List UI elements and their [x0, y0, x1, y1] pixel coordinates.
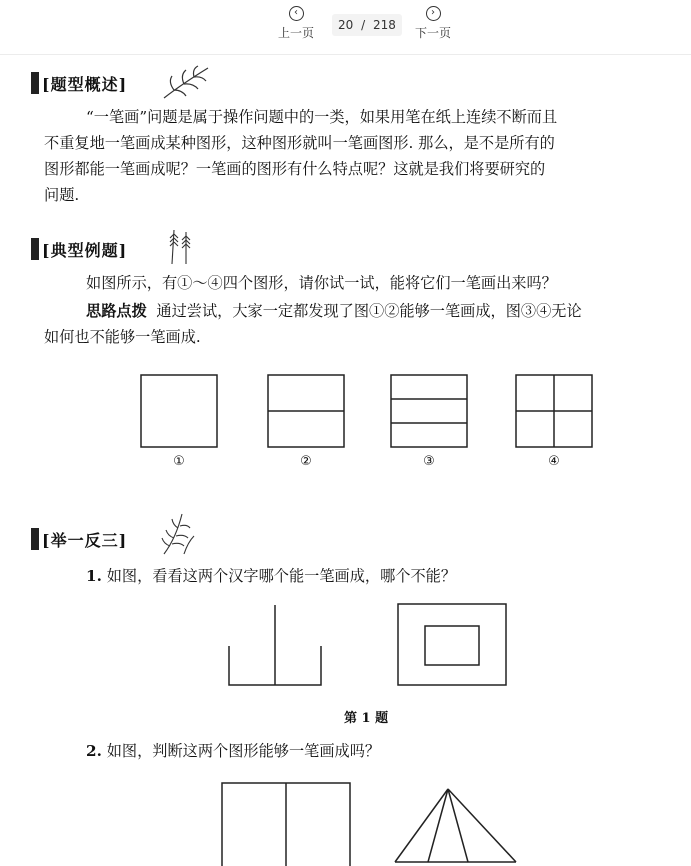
page-indicator[interactable]	[332, 14, 402, 36]
overview-line-3: 图形都能一笔画成呢？一笔画的图形有什么特点呢？这就是我们将要研究的	[44, 160, 546, 178]
q1-number: 1.	[86, 567, 102, 585]
hanzi-hui-outer	[398, 604, 506, 685]
example-figures	[0, 370, 691, 452]
figure-3-square	[391, 375, 467, 447]
q2-text: 如图，判断这两个图形能够一笔画成吗？	[106, 742, 381, 760]
q2-number: 2.	[86, 742, 102, 760]
practice-title: [举一反三]	[42, 531, 128, 550]
prev-page-label: 上一页	[277, 26, 314, 40]
page-separator: /	[361, 18, 366, 32]
plant-decoration-icon	[158, 510, 198, 556]
leaf-decoration-icon	[160, 62, 212, 104]
example-hint-line-2: 如何也不能够一笔画成.	[44, 328, 201, 346]
figure-label-2: ②	[300, 454, 312, 469]
hint-text: 通过尝试，大家一定都发现了图①②能够一笔画成，图③④无论	[156, 302, 582, 320]
q2-figures	[0, 780, 691, 866]
overview-line-4: 问题.	[44, 186, 80, 204]
figure-1-square	[141, 375, 217, 447]
section-marker	[31, 238, 39, 260]
chevron-left-icon: ‹	[289, 6, 304, 21]
example-question: 如图所示，有①～④四个图形，请你试一试，能将它们一笔画出来吗？	[86, 274, 557, 292]
chevron-right-icon: ›	[426, 6, 441, 21]
overview-line-2: 不重复地一笔画成某种图形，这种图形就叫一笔画图形. 那么，是不是所有的	[44, 134, 555, 152]
q1-caption: 第 1 题	[344, 711, 389, 726]
q1-figures	[0, 598, 691, 694]
q1-text: 如图，看看这两个汉字哪个能一笔画成，哪个不能？	[106, 567, 456, 585]
next-page-label: 下一页	[414, 26, 451, 40]
overview-title: [题型概述]	[42, 75, 128, 94]
hint-label: 思路点拨	[86, 302, 147, 320]
q2-triangle-left	[395, 789, 448, 862]
total-pages: 218	[373, 18, 396, 32]
section-marker	[31, 72, 39, 94]
figure-label-4: ④	[548, 454, 560, 469]
practice-question-1	[86, 565, 456, 586]
next-page-button[interactable]	[403, 6, 463, 41]
figure-label-1: ①	[173, 454, 185, 469]
practice-question-2	[86, 740, 380, 761]
viewer-toolbar	[0, 0, 691, 55]
prev-page-button[interactable]	[266, 6, 326, 41]
section-marker	[31, 528, 39, 550]
example-title: [典型例题]	[42, 241, 128, 260]
q2-triangle-inner-1	[428, 789, 448, 862]
current-page: 20	[338, 18, 354, 32]
wheat-decoration-icon	[162, 226, 202, 266]
hanzi-hui-inner	[425, 626, 479, 665]
example-hint-line-1	[86, 298, 582, 324]
figure-label-3: ③	[423, 454, 435, 469]
overview-line-1: “一笔画”问题是属于操作问题中的一类，如果用笔在纸上连续不断而且	[86, 108, 558, 126]
